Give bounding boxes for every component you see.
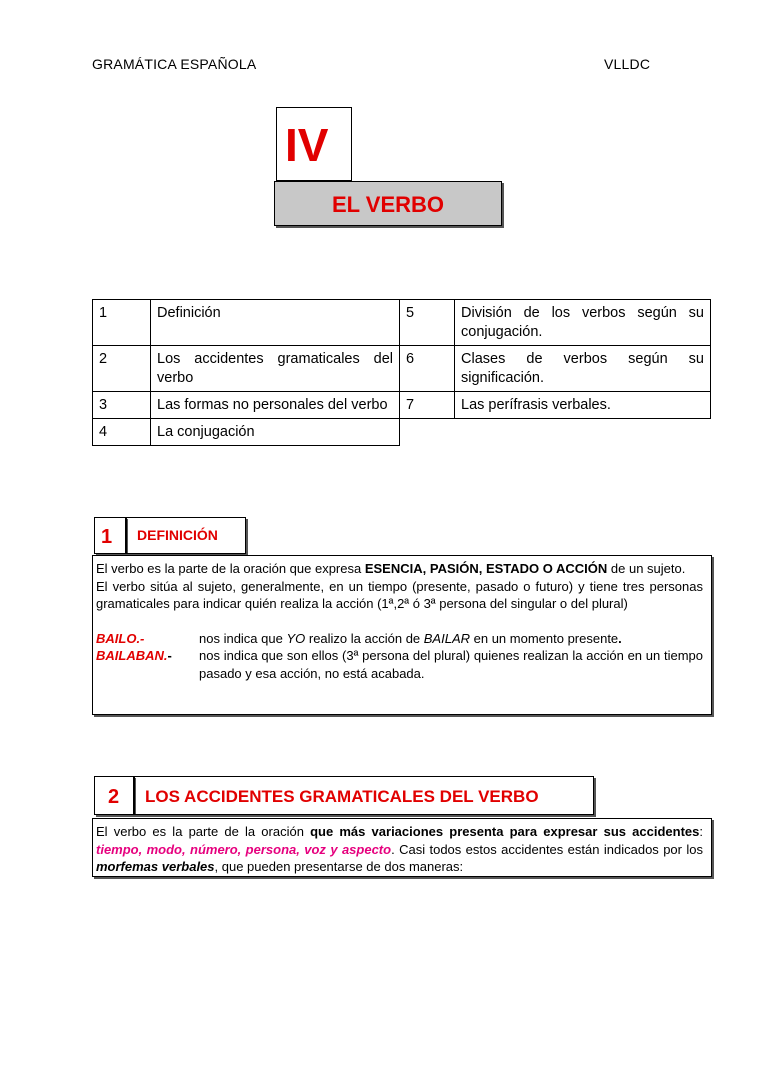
- toc-number: 2: [93, 346, 151, 392]
- toc-label: Clases de verbos según su significación.: [455, 346, 711, 392]
- toc-label: Las perífrasis verbales.: [455, 392, 711, 419]
- toc-number: 1: [93, 300, 151, 346]
- text-run: El verbo es la parte de la oración que expresa: [96, 561, 365, 576]
- document-header-right: VLLDC: [604, 56, 651, 72]
- toc-label: Los accidentes gramaticales del verbo: [151, 346, 400, 392]
- text-run: de un sujeto.: [607, 561, 686, 576]
- toc-label: La conjugación: [151, 419, 400, 446]
- definition-paragraph: [96, 560, 703, 578]
- table-of-contents: [92, 299, 711, 446]
- section-2-number-box: [94, 776, 134, 815]
- table-row: [93, 346, 711, 392]
- table-row: [93, 419, 711, 446]
- toc-number: 5: [400, 300, 455, 346]
- text-run-bold: ESENCIA, PASIÓN, ESTADO O ACCIÓN: [364, 561, 608, 576]
- toc-label: División de los verbos según su conjugación.: [455, 300, 711, 346]
- table-row: [93, 300, 711, 346]
- toc-label: Definición: [151, 300, 400, 346]
- section-2-title-box: [134, 776, 594, 815]
- example-description: nos indica que son ellos (3ª persona del plural) quienes realizan la acción en un tiempo pasado y esa acción, no está acabada.: [199, 648, 703, 681]
- section-1-number-box: [94, 517, 126, 554]
- section-1-body: [92, 555, 712, 715]
- table-row: [93, 392, 711, 419]
- section-1-title-box: [126, 517, 246, 554]
- section-2-number: 2: [108, 786, 120, 808]
- example-description: nos indica que YO realizo la acción de BAILAR en un momento presente.: [199, 630, 622, 646]
- example-term: BAILABAN.-: [96, 648, 172, 663]
- section-2-body: El verbo es la parte de la oración que más variaciones presenta para expresar sus accidentes: tiempo, modo, número, persona, voz y aspecto. Casi todos estos accidentes están indicados por los morfemas verbales, que pueden presentarse de dos maneras:: [92, 818, 712, 877]
- toc-number: 3: [93, 392, 151, 419]
- toc-number: 6: [400, 346, 455, 392]
- section-1-number: 1: [101, 526, 113, 548]
- example-bailo: [96, 630, 703, 648]
- chapter-number: IV: [276, 107, 352, 181]
- chapter-title: EL VERBO: [274, 181, 502, 226]
- section-2-title: LOS ACCIDENTES GRAMATICALES DEL VERBO: [145, 787, 539, 806]
- toc-number: 7: [400, 392, 455, 419]
- persons-paragraph: El verbo sitúa al sujeto, generalmente, en un tiempo (presente, pasado o futuro) y tiene tres personas gramaticales para indicar quién realiza la acción (1ª,2ª ó 3ª persona del singular o del plural): [96, 578, 703, 611]
- toc-label: Las formas no personales del verbo: [151, 392, 400, 419]
- document-header-left: GRAMÁTICA ESPAÑOLA: [92, 56, 257, 72]
- toc-number: 4: [93, 419, 151, 446]
- example-term: BAILO.-: [96, 630, 145, 646]
- section-1-title: DEFINICIÓN: [137, 527, 218, 543]
- example-bailaban: [96, 647, 703, 682]
